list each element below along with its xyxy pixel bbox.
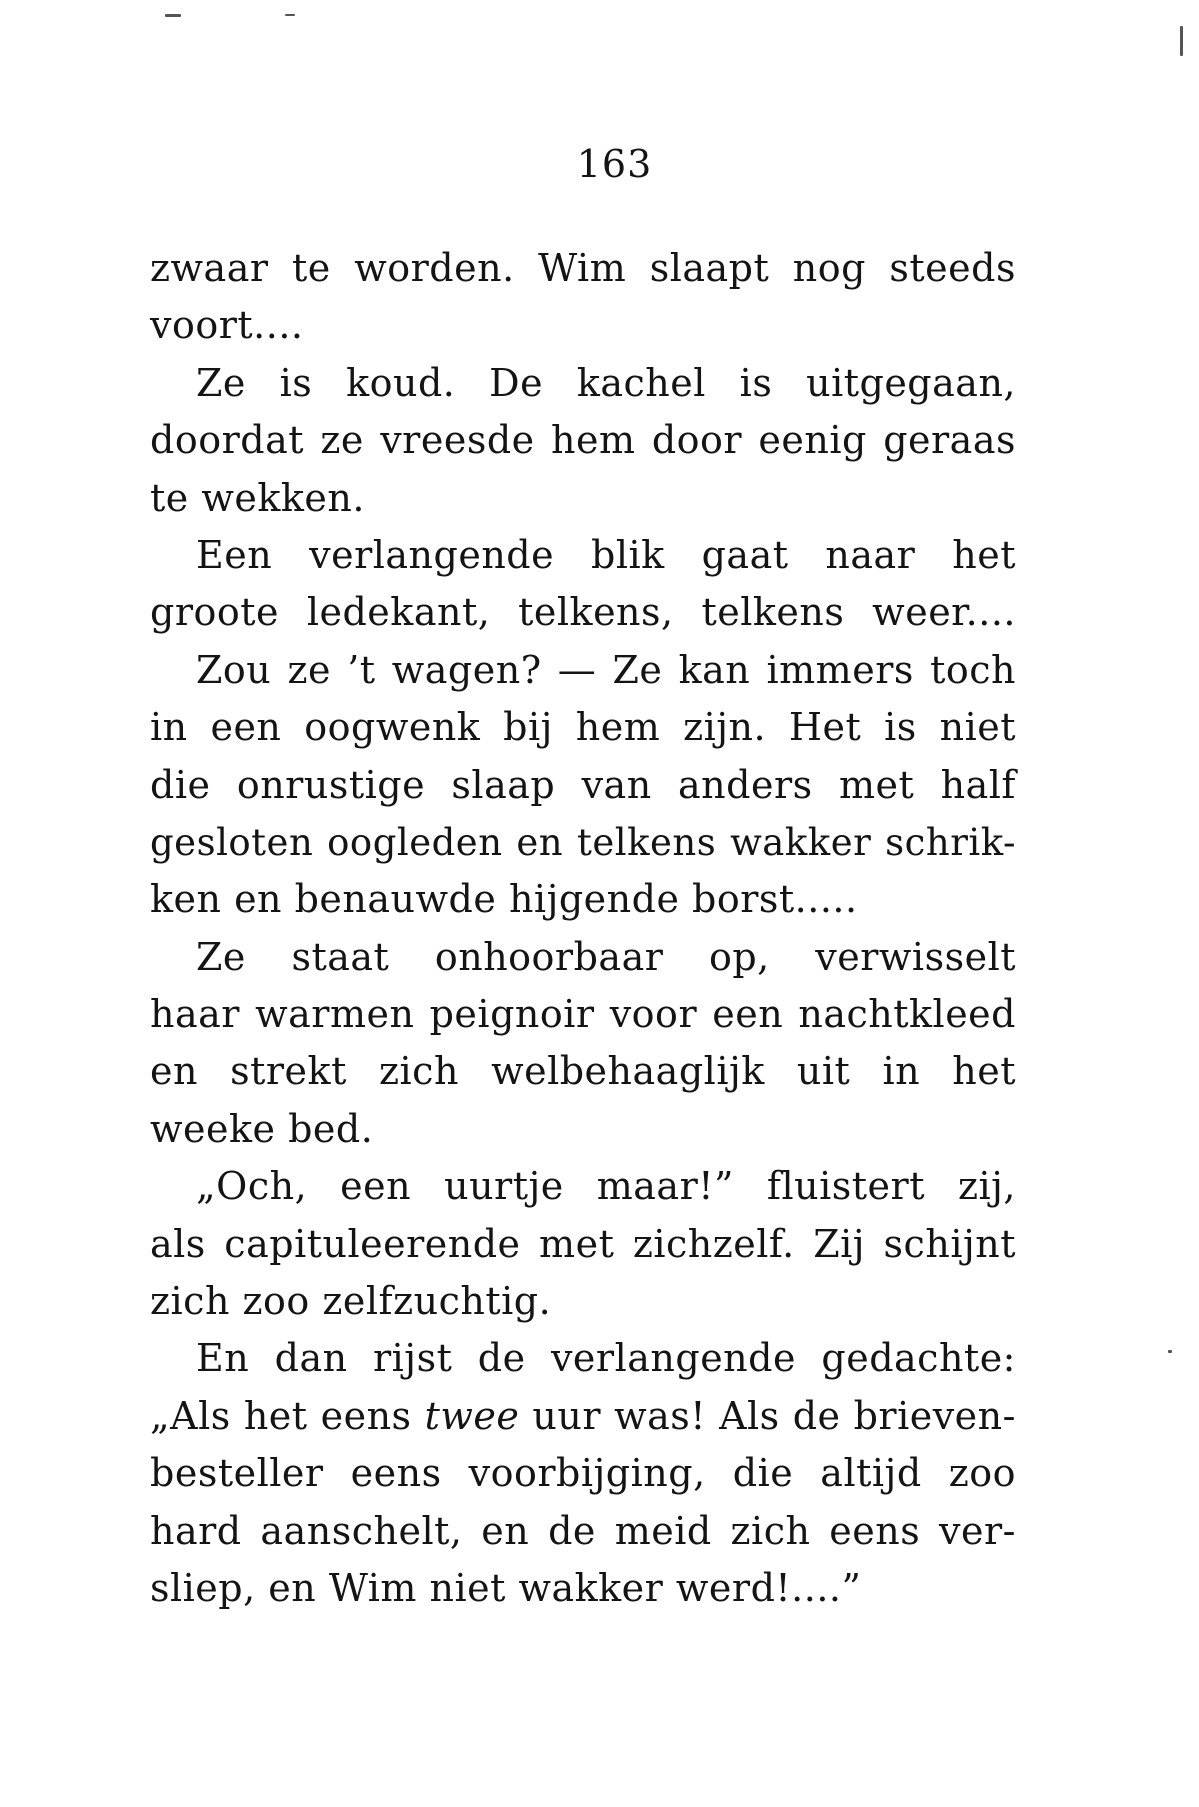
text-line: doordat ze vreesde hem door eenig geraas xyxy=(150,418,1016,463)
text-line: En dan rijst de verlangende gedachte: xyxy=(196,1336,1016,1381)
text-line: als capituleerende met zichzelf. Zij schijnt xyxy=(150,1221,1016,1266)
text-line: besteller eens voorbijging, die altijd zoo xyxy=(150,1451,1016,1496)
text-line: die onrustige slaap van anders met half xyxy=(150,762,1016,807)
text-line: te wekken. xyxy=(150,475,365,520)
text-line: zwaar te worden. Wim slaapt nog steeds xyxy=(150,246,1016,290)
text-line: Een verlangende blik gaat naar het xyxy=(196,532,1016,577)
scan-speck xyxy=(285,14,295,16)
text-line xyxy=(150,1388,1016,1445)
text-line: zich zoo zelfzuchtig. xyxy=(150,1279,552,1324)
text-run: „Als het eens xyxy=(150,1393,425,1438)
text-line: haar warmen peignoir voor een nachtkleed xyxy=(150,992,1016,1037)
scan-speck xyxy=(1168,1350,1172,1353)
text-run: uur was! Als de brieven- xyxy=(519,1393,1016,1438)
text-line: voort.... xyxy=(150,303,304,348)
text-line: Ze staat onhoorbaar op, verwisselt xyxy=(196,934,1016,979)
text-line: weeke bed. xyxy=(150,1106,374,1151)
text-line: Zou ze ’t wagen? — Ze kan immers toch xyxy=(196,647,1016,692)
text-line: in een oogwenk bij hem zijn. Het is niet xyxy=(150,705,1016,750)
text-line: „Och, een uurtje maar!” fluistert zij, xyxy=(196,1164,1016,1209)
text-line: en strekt zich welbehaaglijk uit in het xyxy=(150,1049,1016,1094)
body-text xyxy=(150,240,1016,1617)
scan-speck xyxy=(165,14,181,17)
italic-word: twee xyxy=(424,1393,520,1438)
scan-speck xyxy=(1180,26,1183,56)
page-number: 163 xyxy=(576,142,653,186)
text-line: hard aanschelt, en de meid zich eens ver- xyxy=(150,1508,1016,1553)
text-line: ken en benauwde hijgende borst..... xyxy=(150,877,858,922)
text-line: groote ledekant, telkens, telkens weer.... xyxy=(150,590,1016,635)
text-line: Ze is koud. De kachel is uitgegaan, xyxy=(196,360,1016,405)
text-line: sliep, en Wim niet wakker werd!....” xyxy=(150,1565,862,1610)
text-line: gesloten oogleden en telkens wakker schrik- xyxy=(150,820,1016,864)
